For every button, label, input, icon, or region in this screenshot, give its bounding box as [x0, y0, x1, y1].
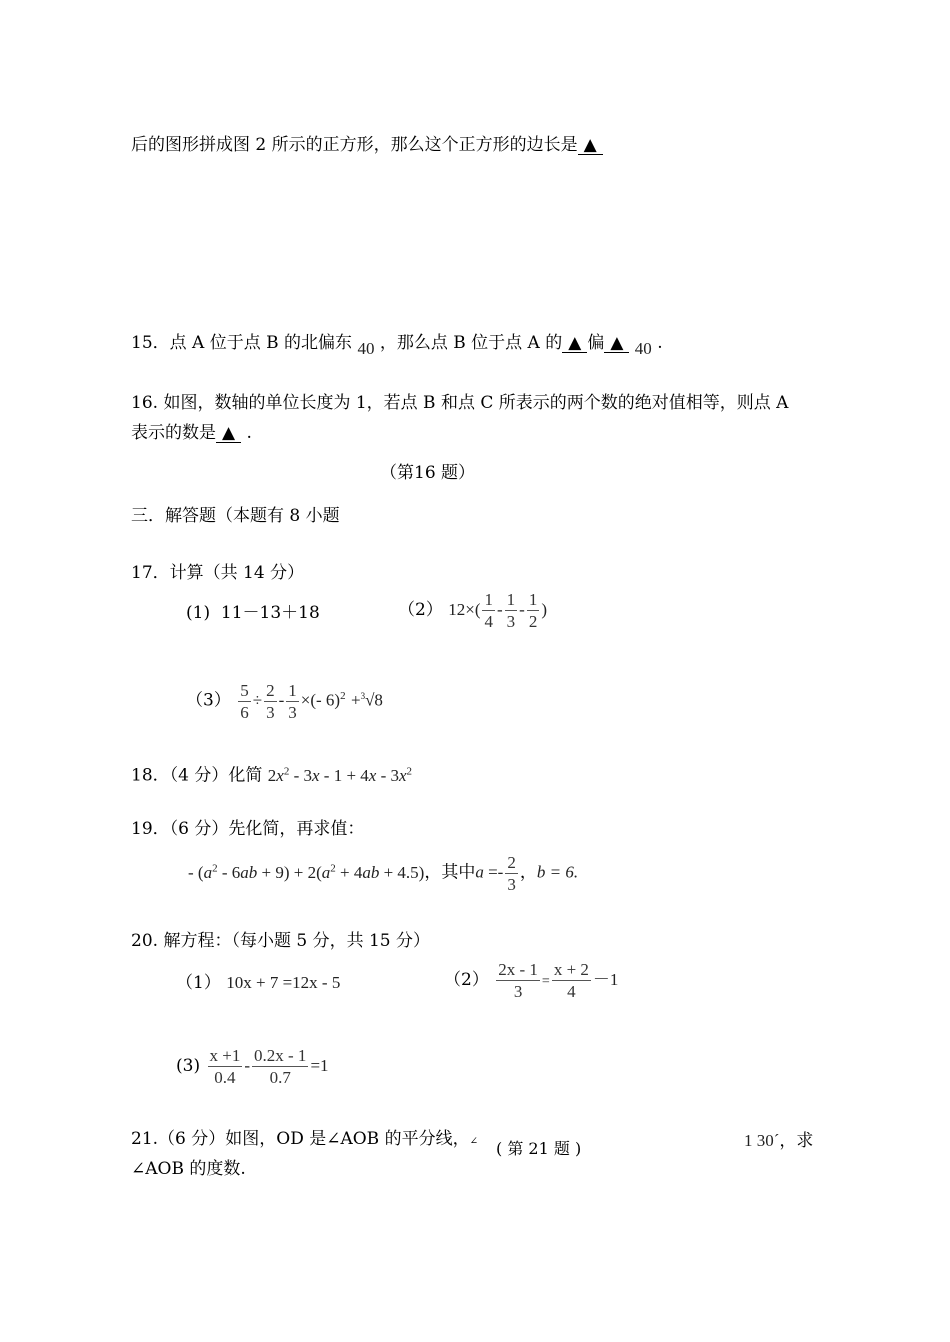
part-label: (3)	[176, 1056, 201, 1076]
q18-label: 18．（4 分）化简	[131, 765, 263, 786]
fraction: $\frac{1}{4}$	[484, 590, 493, 631]
q21-line2: ∠AOB 的度数.	[131, 1159, 246, 1179]
q17-title: 17．计算（共 14 分）	[131, 563, 305, 583]
fraction: $\frac{x + 2}{4}$	[553, 960, 589, 1001]
expression: 10x + 7 =12x - 5	[226, 973, 341, 992]
q15-angle-a: 40	[357, 339, 375, 358]
q21-line1	[131, 1128, 478, 1153]
q21-angle-value	[744, 1130, 813, 1152]
q19-expression-line: - $(a^2 - 6ab + 9) + 2(a^2 + 4ab + 4.5)$，其中a =- $\frac{2}{3}$ ，b = 6.	[188, 852, 579, 894]
q17-part2: （2） 12×( $\frac{1}{4}$ - $\frac{1}{3}$ - $\frac{1}{2}$ )	[398, 590, 547, 631]
fraction: $\frac{2}{3}$	[266, 680, 275, 722]
fraction: $\frac{2x - 1}{3}$	[498, 960, 538, 1001]
root-index: 3	[360, 691, 366, 701]
fraction: $\frac{x +1}{0.4}$	[209, 1046, 241, 1087]
answer-blank-triangle: ▲	[578, 136, 603, 155]
section-heading: 三．解答题（本题有 8 小题	[131, 506, 340, 526]
figure-caption-16: （第16 题）	[380, 463, 476, 483]
q20-title: 20. 解方程：（每小题 5 分，共 15 分）	[131, 931, 431, 951]
part-label: （2）	[398, 600, 443, 620]
part-label: (1)	[186, 603, 211, 623]
q15-mid: 偏	[587, 333, 605, 353]
part-label: （3）	[186, 690, 231, 711]
part-label: （1）	[176, 973, 221, 993]
question-15	[131, 332, 663, 358]
expression: 11－13＋18	[220, 603, 320, 623]
q18-expression: $2x^2 - 3x - 1 + 4x - 3x^2$	[267, 765, 413, 785]
radicand: 8	[374, 690, 383, 710]
q16-line2	[131, 422, 252, 444]
fraction: $\frac{0.2x - 1}{0.7}$	[254, 1046, 307, 1087]
q15-end: .	[657, 333, 663, 353]
q21-angle-stub: ∠	[469, 1136, 478, 1147]
q20-part2: （2） $\frac{2x - 1}{3}$ = $\frac{x + 2}{4}$ －1	[444, 960, 619, 1001]
q14-text: 后的图形拼成图 2 所示的正方形，那么这个正方形的边长是	[131, 135, 578, 155]
q17-part3: （3） $\frac{5}{6}$ ÷ $\frac{2}{3}$ - $\frac{1}{3}$ ×(- 6)$^2$ +$^3$√8	[186, 680, 383, 722]
question-18	[131, 760, 412, 787]
q15-number: 15．	[131, 333, 170, 353]
fraction: $\frac{5}{6}$	[240, 680, 249, 722]
answer-blank-1: ▲	[562, 334, 587, 353]
q19-expression: - $(a^2 - 6ab + 9) + 2(a^2 + 4ab + 4.5)$	[188, 862, 425, 882]
q20-part1	[176, 972, 340, 994]
q16-end: .	[246, 423, 252, 443]
q16-line1: 16. 如图，数轴的单位长度为 1，若点 B 和点 C 所表示的两个数的绝对值相等，则点 A	[131, 393, 789, 413]
q19-label: 19．（6 分）先化简，再求值：	[131, 819, 365, 839]
lead-number: 12	[448, 600, 466, 619]
figure-caption-21: ( 第 21 题 )	[496, 1139, 582, 1158]
fraction: $\frac{1}{3}$	[288, 680, 297, 722]
q14-tail	[131, 134, 603, 156]
q21-text: 21.（6 分）如图，OD 是∠AOB 的平分线，	[131, 1129, 470, 1149]
q17-part1	[186, 602, 320, 624]
power-base: (- 6)	[310, 690, 341, 710]
q21-ask: ，求	[779, 1131, 814, 1151]
answer-blank-2: ▲	[604, 334, 629, 353]
answer-blank-triangle: ▲	[216, 424, 241, 443]
part-label: （2）	[444, 970, 489, 990]
fraction: $\frac{1}{2}$	[528, 590, 538, 631]
q15-text-b: ，那么点 B 位于点 A 的	[379, 333, 563, 353]
angle-value: 1 30´	[744, 1131, 780, 1150]
fraction: $\frac{1}{3}$	[506, 590, 516, 631]
q16-text: 表示的数是	[131, 423, 216, 443]
q20-part3: (3) $\frac{x +1}{0.4}$ - $\frac{0.2x - 1}{0.7}$ =1	[176, 1046, 329, 1087]
q15-angle-b: 40	[634, 339, 652, 358]
q19-b-condition: b = 6.	[536, 862, 579, 882]
q19-where: ，其中	[424, 862, 476, 883]
exponent: 2	[340, 690, 346, 702]
fraction: $\frac{2}{3}$	[507, 852, 516, 894]
q15-text-a: 点 A 位于点 B 的北偏东	[169, 333, 353, 353]
